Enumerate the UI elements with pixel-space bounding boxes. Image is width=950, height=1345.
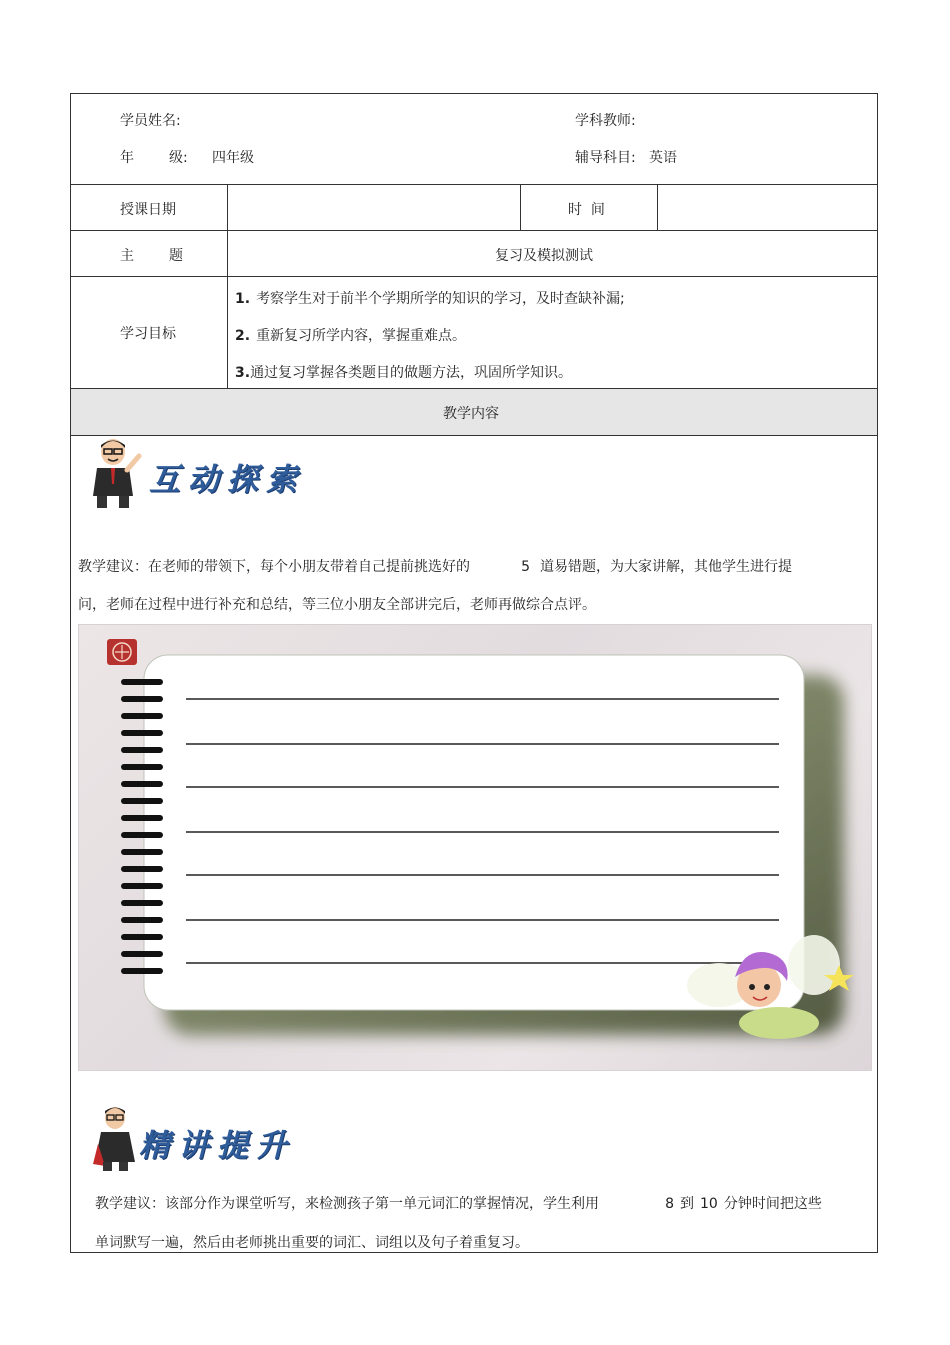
teacher-avatar-icon bbox=[93, 1104, 138, 1172]
goal-number: 1. bbox=[235, 291, 251, 307]
goal-number: 2. bbox=[235, 328, 251, 344]
topic-label-b: 题 bbox=[169, 248, 183, 264]
goal-item bbox=[235, 288, 625, 308]
date-label: 授课日期 bbox=[120, 202, 176, 218]
seal-icon bbox=[107, 639, 137, 665]
divider bbox=[227, 277, 228, 388]
goal-number: 3. bbox=[235, 365, 251, 381]
content-header-row bbox=[71, 389, 877, 436]
content-header: 教学内容 bbox=[443, 406, 499, 422]
student-name-label: 学员姓名: bbox=[120, 113, 181, 129]
goals-label: 学习目标 bbox=[120, 326, 176, 342]
divider bbox=[227, 231, 228, 276]
time-value-cell[interactable] bbox=[658, 185, 877, 230]
grade-value: 四年级 bbox=[212, 150, 254, 166]
section2-text-b: 分钟时间把这些 bbox=[723, 1196, 822, 1212]
grade-label-a: 年 bbox=[120, 150, 134, 166]
section1-text-a: 教学建议：在老师的带领下，每个小朋友带着自己提前挑选好的 bbox=[78, 559, 470, 575]
section1-text-b: 道易错题，为大家讲解，其他学生进行提 bbox=[540, 559, 792, 575]
subject-label: 辅导科目: bbox=[575, 150, 636, 166]
goals-row bbox=[71, 277, 877, 389]
section-heading-explore bbox=[83, 436, 313, 511]
goal-item bbox=[235, 325, 466, 345]
grade-label-b: 级: bbox=[169, 150, 188, 166]
goal-item bbox=[235, 362, 572, 382]
section2-line2: 单词默写一遍，然后由老师挑出重要的词汇、词组以及句子着重复习。 bbox=[95, 1235, 529, 1251]
section2-text-a: 教学建议：该部分作为课堂听写，来检测孩子第一单元词汇的掌握情况，学生利用 bbox=[95, 1196, 599, 1212]
topic-row bbox=[71, 231, 877, 277]
goal-text: 考察学生对于前半个学期所学的知识的学习，及时查缺补漏; bbox=[256, 291, 625, 307]
section2-number-a: 8 bbox=[665, 1196, 674, 1212]
notebook-illustration bbox=[78, 624, 872, 1071]
lesson-plan-table bbox=[70, 93, 878, 1253]
subject-value: 英语 bbox=[649, 150, 677, 166]
student-info-row bbox=[71, 94, 877, 185]
section-title-lecture: 精讲提升 bbox=[139, 1128, 295, 1164]
divider bbox=[520, 185, 521, 230]
section-title-explore: 互动探索 bbox=[149, 462, 305, 498]
notebook-image bbox=[79, 625, 871, 1070]
section2-number-b: 10 bbox=[700, 1196, 718, 1212]
section1-number: 5 bbox=[521, 559, 530, 575]
section2-text-mid: 到 bbox=[680, 1196, 694, 1212]
goal-text: 重新复习所学内容，掌握重难点。 bbox=[256, 328, 467, 344]
section1-line1 bbox=[78, 548, 792, 586]
topic-label-a: 主 bbox=[120, 248, 134, 264]
date-value-cell[interactable] bbox=[228, 185, 519, 230]
goal-text: 通过复习掌握各类题目的做题方法，巩固所学知识。 bbox=[250, 365, 573, 381]
topic-value: 复习及模拟测试 bbox=[495, 248, 593, 264]
section-heading-lecture bbox=[93, 1104, 333, 1179]
time-label: 时 间 bbox=[568, 202, 605, 218]
teacher-label: 学科教师: bbox=[575, 113, 636, 129]
teacher-avatar-icon bbox=[83, 436, 143, 511]
section1-line2: 问，老师在过程中进行补充和总结，等三位小朋友全部讲完后，老师再做综合点评。 bbox=[78, 597, 596, 613]
section2-line1 bbox=[95, 1185, 822, 1223]
schedule-row bbox=[71, 185, 877, 231]
